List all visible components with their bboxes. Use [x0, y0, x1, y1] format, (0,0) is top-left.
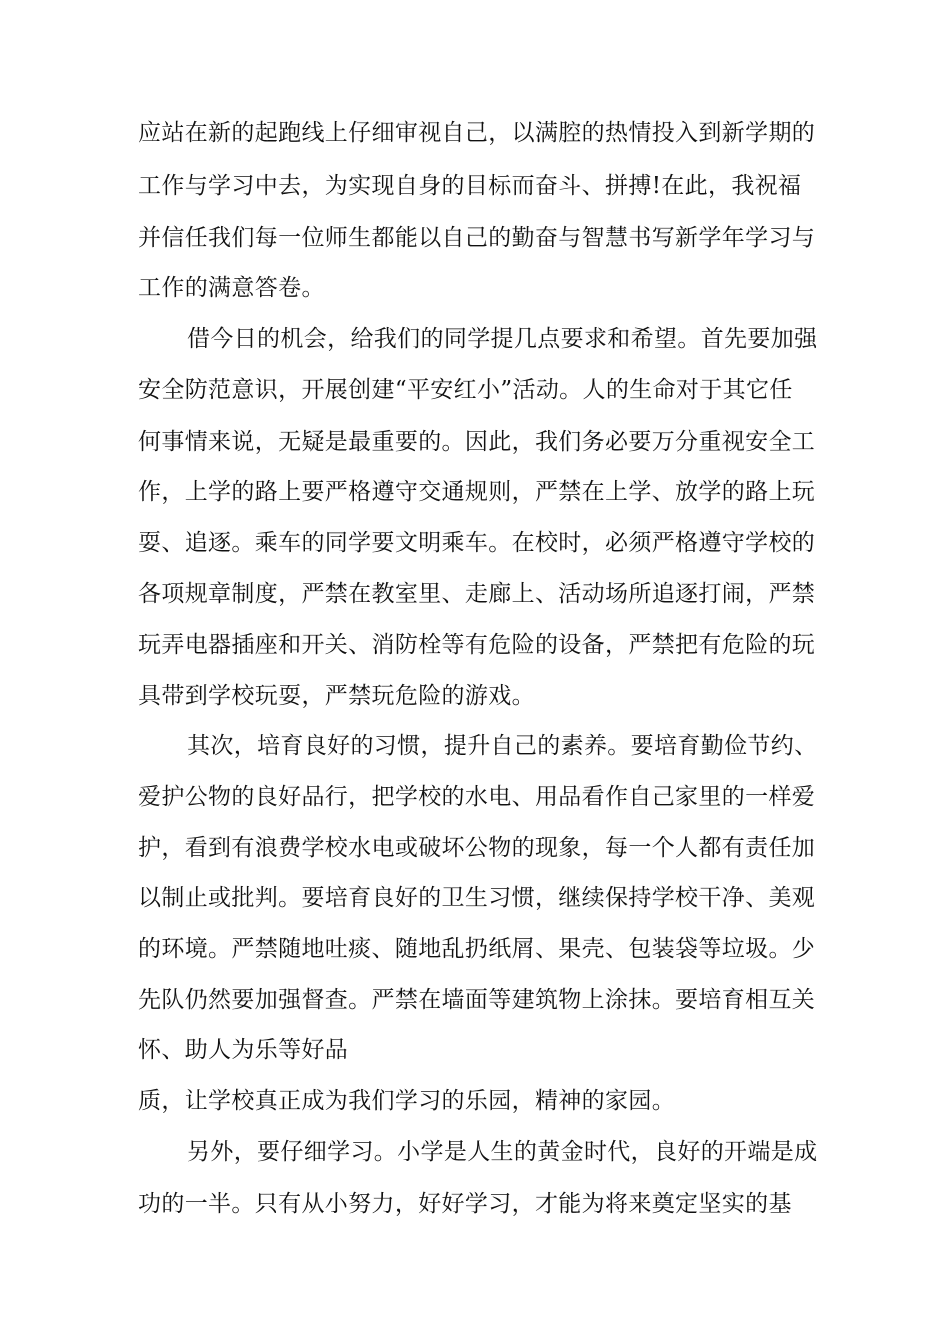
text-line: 怀、助人为乐等好品 [138, 1037, 349, 1063]
paragraph-first-line: 其次，培育良好的习惯，提升自己的素养。要培育勤俭节约、 [187, 733, 818, 759]
text-line: 工作的满意答卷。 [138, 275, 325, 301]
text-line: 具带到学校玩耍，严禁玩危险的游戏。 [138, 683, 535, 709]
text-line: 并信任我们每一位师生都能以自己的勤奋与智慧书写新学年学习与 [138, 225, 816, 251]
text-line: 以制止或批判。要培育良好的卫生习惯，继续保持学校干净、美观 [138, 885, 816, 911]
text-line: 质，让学校真正成为我们学习的乐园，精神的家园。 [138, 1088, 676, 1114]
text-line: 先队仍然要加强督查。严禁在墙面等建筑物上涂抹。要培育相互关 [138, 987, 816, 1013]
text-line: 玩弄电器插座和开关、消防栓等有危险的设备，严禁把有危险的玩 [138, 632, 816, 658]
text-line: 的环境。严禁随地吐痰、随地乱扔纸屑、果壳、包装袋等垃圾。少 [138, 936, 816, 962]
text-line: 各项规章制度，严禁在教室里、走廊上、活动场所追逐打闹，严禁 [138, 581, 816, 607]
text-line: 耍、追逐。乘车的同学要文明乘车。在校时，必须严格遵守学校的 [138, 530, 816, 556]
paragraph-first-line: 另外，要仔细学习。小学是人生的黄金时代，良好的开端是成 [187, 1139, 818, 1165]
text-line: 安全防范意识，开展创建“平安红小”活动。人的生命对于其它任 [138, 377, 793, 403]
text-line: 作，上学的路上要严格遵守交通规则，严禁在上学、放学的路上玩 [138, 479, 816, 505]
text-line: 工作与学习中去，为实现自身的目标而奋斗、拼搏!在此，我祝福 [138, 173, 802, 199]
text-line: 护，看到有浪费学校水电或破坏公物的现象，每一个人都有责任加 [138, 835, 816, 861]
text-line: 爱护公物的良好品行，把学校的水电、用品看作自己家里的一样爱 [138, 784, 816, 810]
text-line: 何事情来说，无疑是最重要的。因此，我们务必要万分重视安全工 [138, 429, 816, 455]
text-line: 功的一半。只有从小努力，好好学习，才能为将来奠定坚实的基 [138, 1191, 792, 1217]
text-line: 应站在新的起跑线上仔细审视自己，以满腔的热情投入到新学期的 [138, 120, 816, 146]
paragraph-first-line: 借今日的机会，给我们的同学提几点要求和希望。首先要加强 [187, 326, 818, 352]
